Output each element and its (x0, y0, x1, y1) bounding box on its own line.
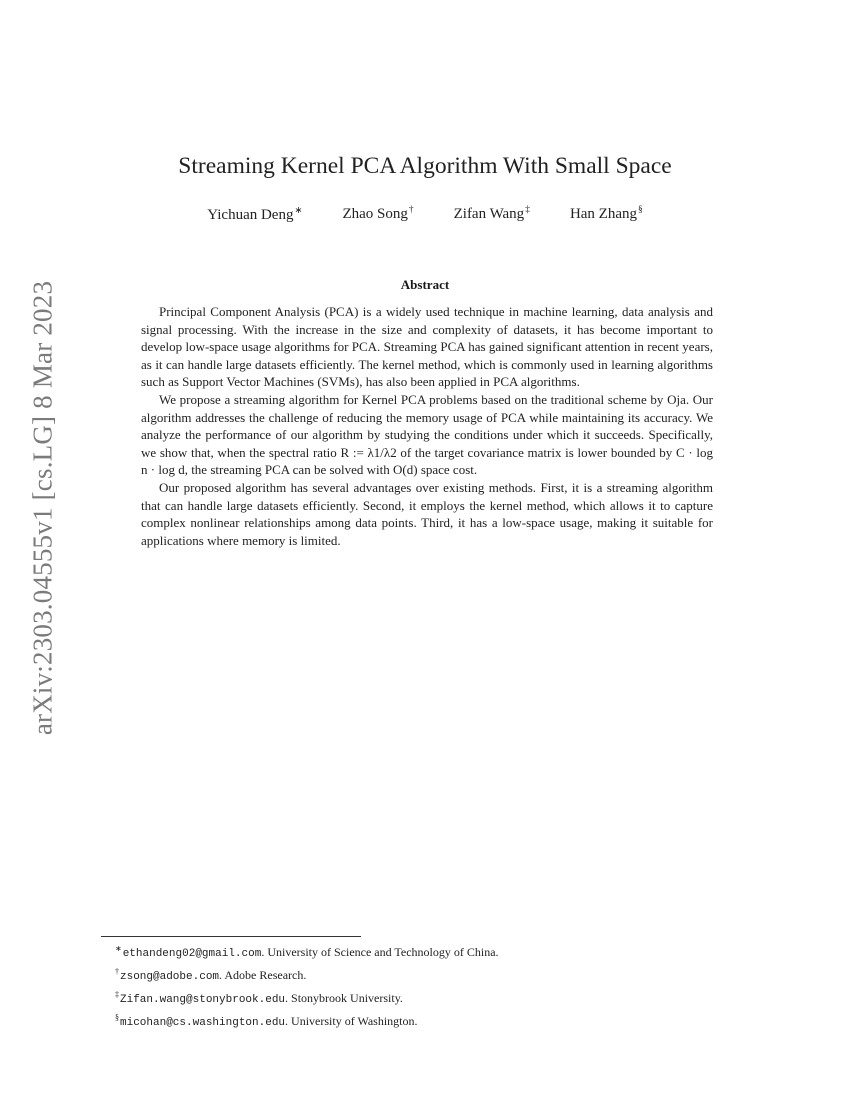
paper-title: Streaming Kernel PCA Algorithm With Small Space (178, 153, 672, 179)
footnote (115, 1009, 755, 1032)
footnote-affiliation: . University of Science and Technology of China. (261, 945, 499, 959)
author-3 (454, 205, 530, 224)
footnote-mark: † (115, 967, 119, 976)
author-4 (570, 205, 643, 224)
arxiv-stamp: arXiv:2303.04555v1 [cs.LG] 8 Mar 2023 (27, 280, 58, 736)
footnote-affiliation: . Adobe Research. (219, 968, 307, 982)
footnote-email[interactable]: Zifan.wang@stonybrook.edu (120, 994, 286, 1006)
author-mark: § (638, 205, 643, 215)
author-name: Zhao Song (342, 206, 408, 222)
author-mark: † (408, 205, 414, 215)
footnote-divider (101, 936, 361, 937)
author-name: Yichuan Deng (207, 207, 294, 223)
abstract-paragraph: Our proposed algorithm has several advantages over existing methods. First, it is a streaming algorithm that can handle large datasets efficiently. Second, it employs the kernel method, which allows it to capture complex nonlinear relationships among data points. Third, it has a low-space usage, making it suitable for applications where memory is limited. (141, 479, 713, 548)
footnotes (115, 940, 755, 1032)
author-name: Zifan Wang (453, 206, 525, 222)
abstract-paragraph: Principal Component Analysis (PCA) is a widely used technique in machine learning, data analysis and signal processing. With the increase in the size and complexity of datasets, it has become important to develop low-space usage algorithms for PCA. Streaming PCA has gained significant attention in recent years, as it can handle large datasets efficiently. The kernel method, which is commonly used in learning algorithms such as Support Vector Machines (SVMs), has also been applied in PCA algorithms. (141, 304, 713, 390)
footnote-mark: ‡ (115, 990, 119, 999)
author-mark: ∗ (294, 206, 303, 216)
abstract-body (141, 303, 713, 549)
abstract-heading: Abstract (400, 277, 450, 292)
author-name: Han Zhang (569, 206, 637, 222)
footnote (115, 986, 755, 1009)
author-mark: ‡ (525, 205, 530, 215)
footnote-mark: § (115, 1013, 119, 1022)
footnote-affiliation: . Stonybrook University. (285, 991, 403, 1005)
footnote-email[interactable]: zsong@adobe.com (120, 971, 220, 983)
footnote (115, 963, 755, 986)
author-1 (207, 205, 302, 224)
author-2 (342, 205, 413, 224)
abstract-paragraph: We propose a streaming algorithm for Kernel PCA problems based on the traditional scheme by Oja. Our algorithm addresses the challenge of reducing the memory usage of PCA while maintaining its accuracy. We analyze the performance of our algorithm by studying the conditions under which it succeeds. Specifically, we show that, when the spectral ratio R := λ1/λ2 of the target covariance matrix is lower bounded by C · log n · log d, the streaming PCA can be solved with O(d) space cost. (141, 391, 713, 478)
footnote-email[interactable]: micohan@cs.washington.edu (120, 1017, 286, 1029)
footnote-email[interactable]: ethandeng02@gmail.com (122, 948, 262, 960)
footnote (115, 940, 755, 963)
footnote-affiliation: . University of Washington. (285, 1014, 418, 1028)
author-list (0, 205, 850, 224)
footnote-mark: ∗ (115, 944, 122, 953)
